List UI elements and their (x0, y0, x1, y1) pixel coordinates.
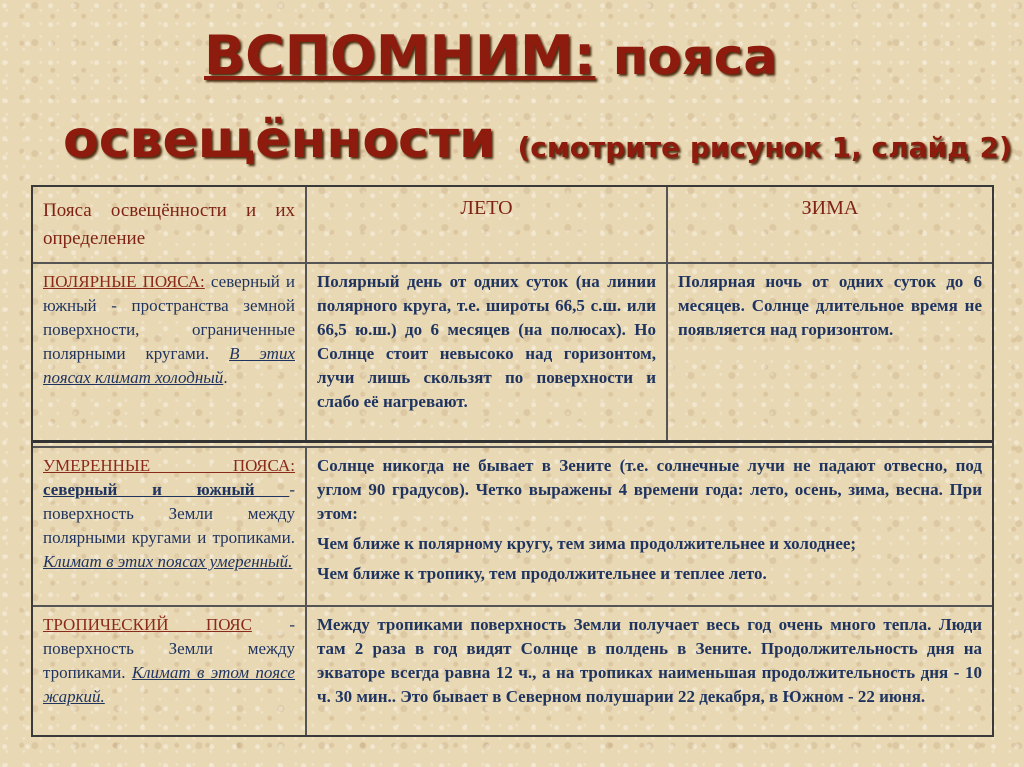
temperate-description (307, 448, 992, 605)
temperate-desc-winter: Чем ближе к полярному кругу, тем зима продолжительнее и холоднее; (317, 534, 857, 553)
polar-winter: Полярная ночь от одних суток до 6 месяцев. Солнце длительное время не появляется над горизонтом. (678, 272, 982, 339)
title-belts: пояса (595, 28, 778, 86)
temperate-desc-summer: Чем ближе к тропику, тем продолжительнее и теплее лето. (317, 564, 767, 583)
polar-zone-end: . (223, 368, 228, 387)
title-note: (смотрите рисунок 1, слайд 2) (517, 131, 1012, 164)
temperate-desc-main: Солнце никогда не бывает в Зените (т.е. солнечные лучи не падают отвесно, под углом 90 градусов). Четко выражены 4 времени года: лето, осень, зима, весна. При этом: (317, 456, 982, 523)
tropical-zone-climate: Климат в этом поясе жаркий. (43, 663, 295, 706)
tropical-description: Между тропиками поверхность Земли получает весь год очень много тепла. Люди там 2 раза в год видят Солнце в полдень в Зените. Продолжительность дня на экваторе всегда равна 12 ч., а на тропиках наименьшая продолжительность дня - 10 ч. 30 мин.. Это бывает в Северном полушарии 22 декабря, в Южном - 22 июня. (317, 615, 982, 706)
polar-zone-cell (33, 264, 305, 440)
title-remember: ВСПОМНИМ: (204, 24, 596, 87)
temperate-zone-hemispheres: северный и южный (43, 480, 290, 499)
title-illumination: освещённости (63, 110, 496, 170)
polar-zone-climate: В этих поясах климат холодный (43, 344, 295, 387)
temperate-zone-climate: Климат в этих поясах умеренный. (43, 552, 293, 571)
header-zones: Пояса освещённости и их определение (43, 200, 295, 249)
temperate-zone-cell (33, 448, 305, 605)
temperate-zone-name: УМЕРЕННЫЕ ПОЯСА: (43, 456, 295, 475)
divider (33, 440, 992, 443)
zones-table (31, 185, 994, 737)
polar-zone-name: ПОЛЯРНЫЕ ПОЯСА: (43, 272, 205, 291)
temperate-zone-definition: - поверхность Земли между полярными кругами и тропиками. (43, 480, 295, 547)
title-line-1 (204, 24, 777, 87)
tropical-zone-cell (33, 607, 305, 735)
header-winter: ЗИМА (801, 197, 859, 219)
polar-zone-definition: северный и южный - пространства земной поверхности, ограниченные полярными кругами. (43, 272, 295, 363)
title-line-2 (63, 110, 1012, 170)
header-summer: ЛЕТО (460, 197, 513, 219)
tropical-zone-definition: - поверхность Земли между тропиками. (43, 615, 295, 682)
polar-summer: Полярный день от одних суток (на линии полярного круга, т.е. широты 66,5 с.ш. или 66,5 ю.ш.) до 6 месяцев (на полюсах). Но Солнце стоит невысоко над горизонтом, лучи лишь скользят по поверхности и слабо её нагревают. (317, 272, 656, 411)
tropical-zone-name: ТРОПИЧЕСКИЙ ПОЯС (43, 615, 252, 634)
